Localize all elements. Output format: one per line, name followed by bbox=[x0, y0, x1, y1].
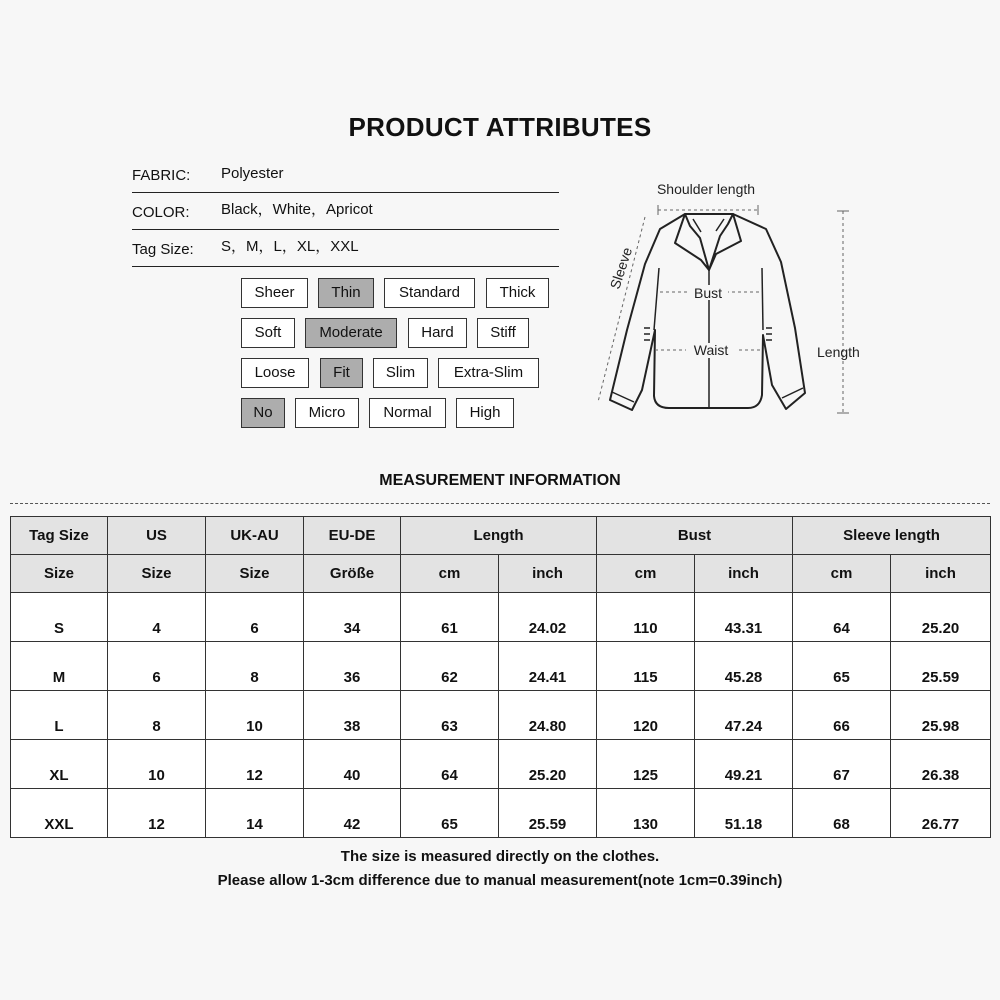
jacket-outline bbox=[610, 214, 805, 410]
attr-value: Black，White，Apricot bbox=[221, 201, 373, 218]
bust-label: Bust bbox=[693, 285, 723, 301]
table-cell: 10 bbox=[206, 691, 304, 740]
table-cell: 67 bbox=[793, 740, 891, 789]
table-cell: 61 bbox=[401, 593, 499, 642]
table-cell: 8 bbox=[108, 691, 206, 740]
table-cell: 12 bbox=[206, 740, 304, 789]
subheader-cell: inch bbox=[695, 555, 793, 593]
option-thin-selected: Thin bbox=[318, 278, 374, 308]
attr-row-tag-size bbox=[132, 230, 559, 267]
note-difference: Please allow 1-3cm difference due to manual measurement(note 1cm=0.39inch) bbox=[217, 872, 783, 889]
header-cell: UK-AU bbox=[206, 517, 304, 555]
page-title: PRODUCT ATTRIBUTES bbox=[348, 112, 652, 142]
table-cell: 43.31 bbox=[695, 593, 793, 642]
option-standard: Standard bbox=[384, 278, 475, 308]
attr-value: Polyester bbox=[221, 165, 284, 182]
table-cell: 25.98 bbox=[891, 691, 991, 740]
note-measured: The size is measured directly on the clothes. bbox=[340, 848, 660, 865]
table-cell: 47.24 bbox=[695, 691, 793, 740]
subheader-cell: inch bbox=[499, 555, 597, 593]
table-cell: XXL bbox=[11, 789, 108, 838]
lapel-right bbox=[709, 214, 741, 270]
table-cell: 110 bbox=[597, 593, 695, 642]
table-cell: 120 bbox=[597, 691, 695, 740]
attr-label: COLOR: bbox=[132, 204, 190, 221]
table-cell: 36 bbox=[304, 642, 401, 691]
table-cell: 65 bbox=[401, 789, 499, 838]
table-row bbox=[11, 642, 991, 691]
table-cell: 25.20 bbox=[499, 740, 597, 789]
table-cell: 24.80 bbox=[499, 691, 597, 740]
header-cell: Sleeve length bbox=[793, 517, 991, 555]
table-cell: M bbox=[11, 642, 108, 691]
subheader-cell: cm bbox=[401, 555, 499, 593]
table-cell: 25.59 bbox=[891, 642, 991, 691]
table-cell: 8 bbox=[206, 642, 304, 691]
table-cell: 51.18 bbox=[695, 789, 793, 838]
table-cell: 64 bbox=[793, 593, 891, 642]
table-row bbox=[11, 593, 991, 642]
table-row bbox=[11, 740, 991, 789]
table-cell: 40 bbox=[304, 740, 401, 789]
table-cell: XL bbox=[11, 740, 108, 789]
attr-label: FABRIC: bbox=[132, 167, 191, 184]
table-cell: 25.59 bbox=[499, 789, 597, 838]
option-extra-slim: Extra-Slim bbox=[438, 358, 539, 388]
garment-diagram bbox=[590, 170, 880, 430]
option-no-selected: No bbox=[241, 398, 285, 428]
table-cell: 24.41 bbox=[499, 642, 597, 691]
waist-label: Waist bbox=[693, 342, 729, 358]
table-cell: 115 bbox=[597, 642, 695, 691]
subheader-cell: inch bbox=[891, 555, 991, 593]
option-high: High bbox=[456, 398, 514, 428]
attr-row-color bbox=[132, 193, 559, 230]
option-sheer: Sheer bbox=[241, 278, 308, 308]
option-slim: Slim bbox=[373, 358, 428, 388]
option-moderate-selected: Moderate bbox=[305, 318, 397, 348]
option-thick: Thick bbox=[486, 278, 549, 308]
option-micro: Micro bbox=[295, 398, 359, 428]
dashed-divider bbox=[10, 503, 990, 504]
attr-label: Tag Size: bbox=[132, 241, 194, 258]
option-normal: Normal bbox=[369, 398, 446, 428]
table-cell: 25.20 bbox=[891, 593, 991, 642]
table-cell: 49.21 bbox=[695, 740, 793, 789]
attr-row-fabric bbox=[132, 156, 559, 193]
table-cell: 42 bbox=[304, 789, 401, 838]
table-header-row bbox=[11, 517, 991, 555]
subheader-cell: Größe bbox=[304, 555, 401, 593]
table-row bbox=[11, 789, 991, 838]
table-cell: 34 bbox=[304, 593, 401, 642]
table-cell: 62 bbox=[401, 642, 499, 691]
shoulder-label: Shoulder length bbox=[656, 181, 756, 197]
subheader-cell: Size bbox=[108, 555, 206, 593]
table-cell: 45.28 bbox=[695, 642, 793, 691]
table-row bbox=[11, 691, 991, 740]
table-cell: 63 bbox=[401, 691, 499, 740]
subheader-cell: cm bbox=[793, 555, 891, 593]
table-cell: 26.38 bbox=[891, 740, 991, 789]
table-cell: 6 bbox=[206, 593, 304, 642]
option-hard: Hard bbox=[408, 318, 467, 348]
measurement-table bbox=[10, 516, 991, 838]
header-cell: Length bbox=[401, 517, 597, 555]
table-cell: 125 bbox=[597, 740, 695, 789]
option-stiff: Stiff bbox=[477, 318, 529, 348]
table-cell: S bbox=[11, 593, 108, 642]
option-loose: Loose bbox=[241, 358, 309, 388]
header-cell: EU-DE bbox=[304, 517, 401, 555]
length-label: Length bbox=[817, 344, 860, 360]
table-subheader-row bbox=[11, 555, 991, 593]
table-cell: 64 bbox=[401, 740, 499, 789]
table-cell: 6 bbox=[108, 642, 206, 691]
subheader-cell: Size bbox=[11, 555, 108, 593]
header-cell: US bbox=[108, 517, 206, 555]
header-cell: Tag Size bbox=[11, 517, 108, 555]
table-cell: 66 bbox=[793, 691, 891, 740]
table-cell: 65 bbox=[793, 642, 891, 691]
table-cell: 10 bbox=[108, 740, 206, 789]
sleeve-measure-line bbox=[598, 217, 645, 402]
table-cell: 12 bbox=[108, 789, 206, 838]
subheader-cell: cm bbox=[597, 555, 695, 593]
table-cell: 130 bbox=[597, 789, 695, 838]
table-cell: 24.02 bbox=[499, 593, 597, 642]
table-cell: 4 bbox=[108, 593, 206, 642]
measurement-title: MEASUREMENT INFORMATION bbox=[379, 472, 621, 489]
table-cell: 14 bbox=[206, 789, 304, 838]
option-fit-selected: Fit bbox=[320, 358, 363, 388]
header-cell: Bust bbox=[597, 517, 793, 555]
subheader-cell: Size bbox=[206, 555, 304, 593]
lapel-left bbox=[675, 214, 709, 270]
table-cell: 38 bbox=[304, 691, 401, 740]
table-cell: 68 bbox=[793, 789, 891, 838]
option-soft: Soft bbox=[241, 318, 295, 348]
table-cell: L bbox=[11, 691, 108, 740]
table-cell: 26.77 bbox=[891, 789, 991, 838]
sleeve-label: Sleeve bbox=[606, 245, 636, 291]
attr-value: S，M，L，XL，XXL bbox=[221, 238, 359, 255]
